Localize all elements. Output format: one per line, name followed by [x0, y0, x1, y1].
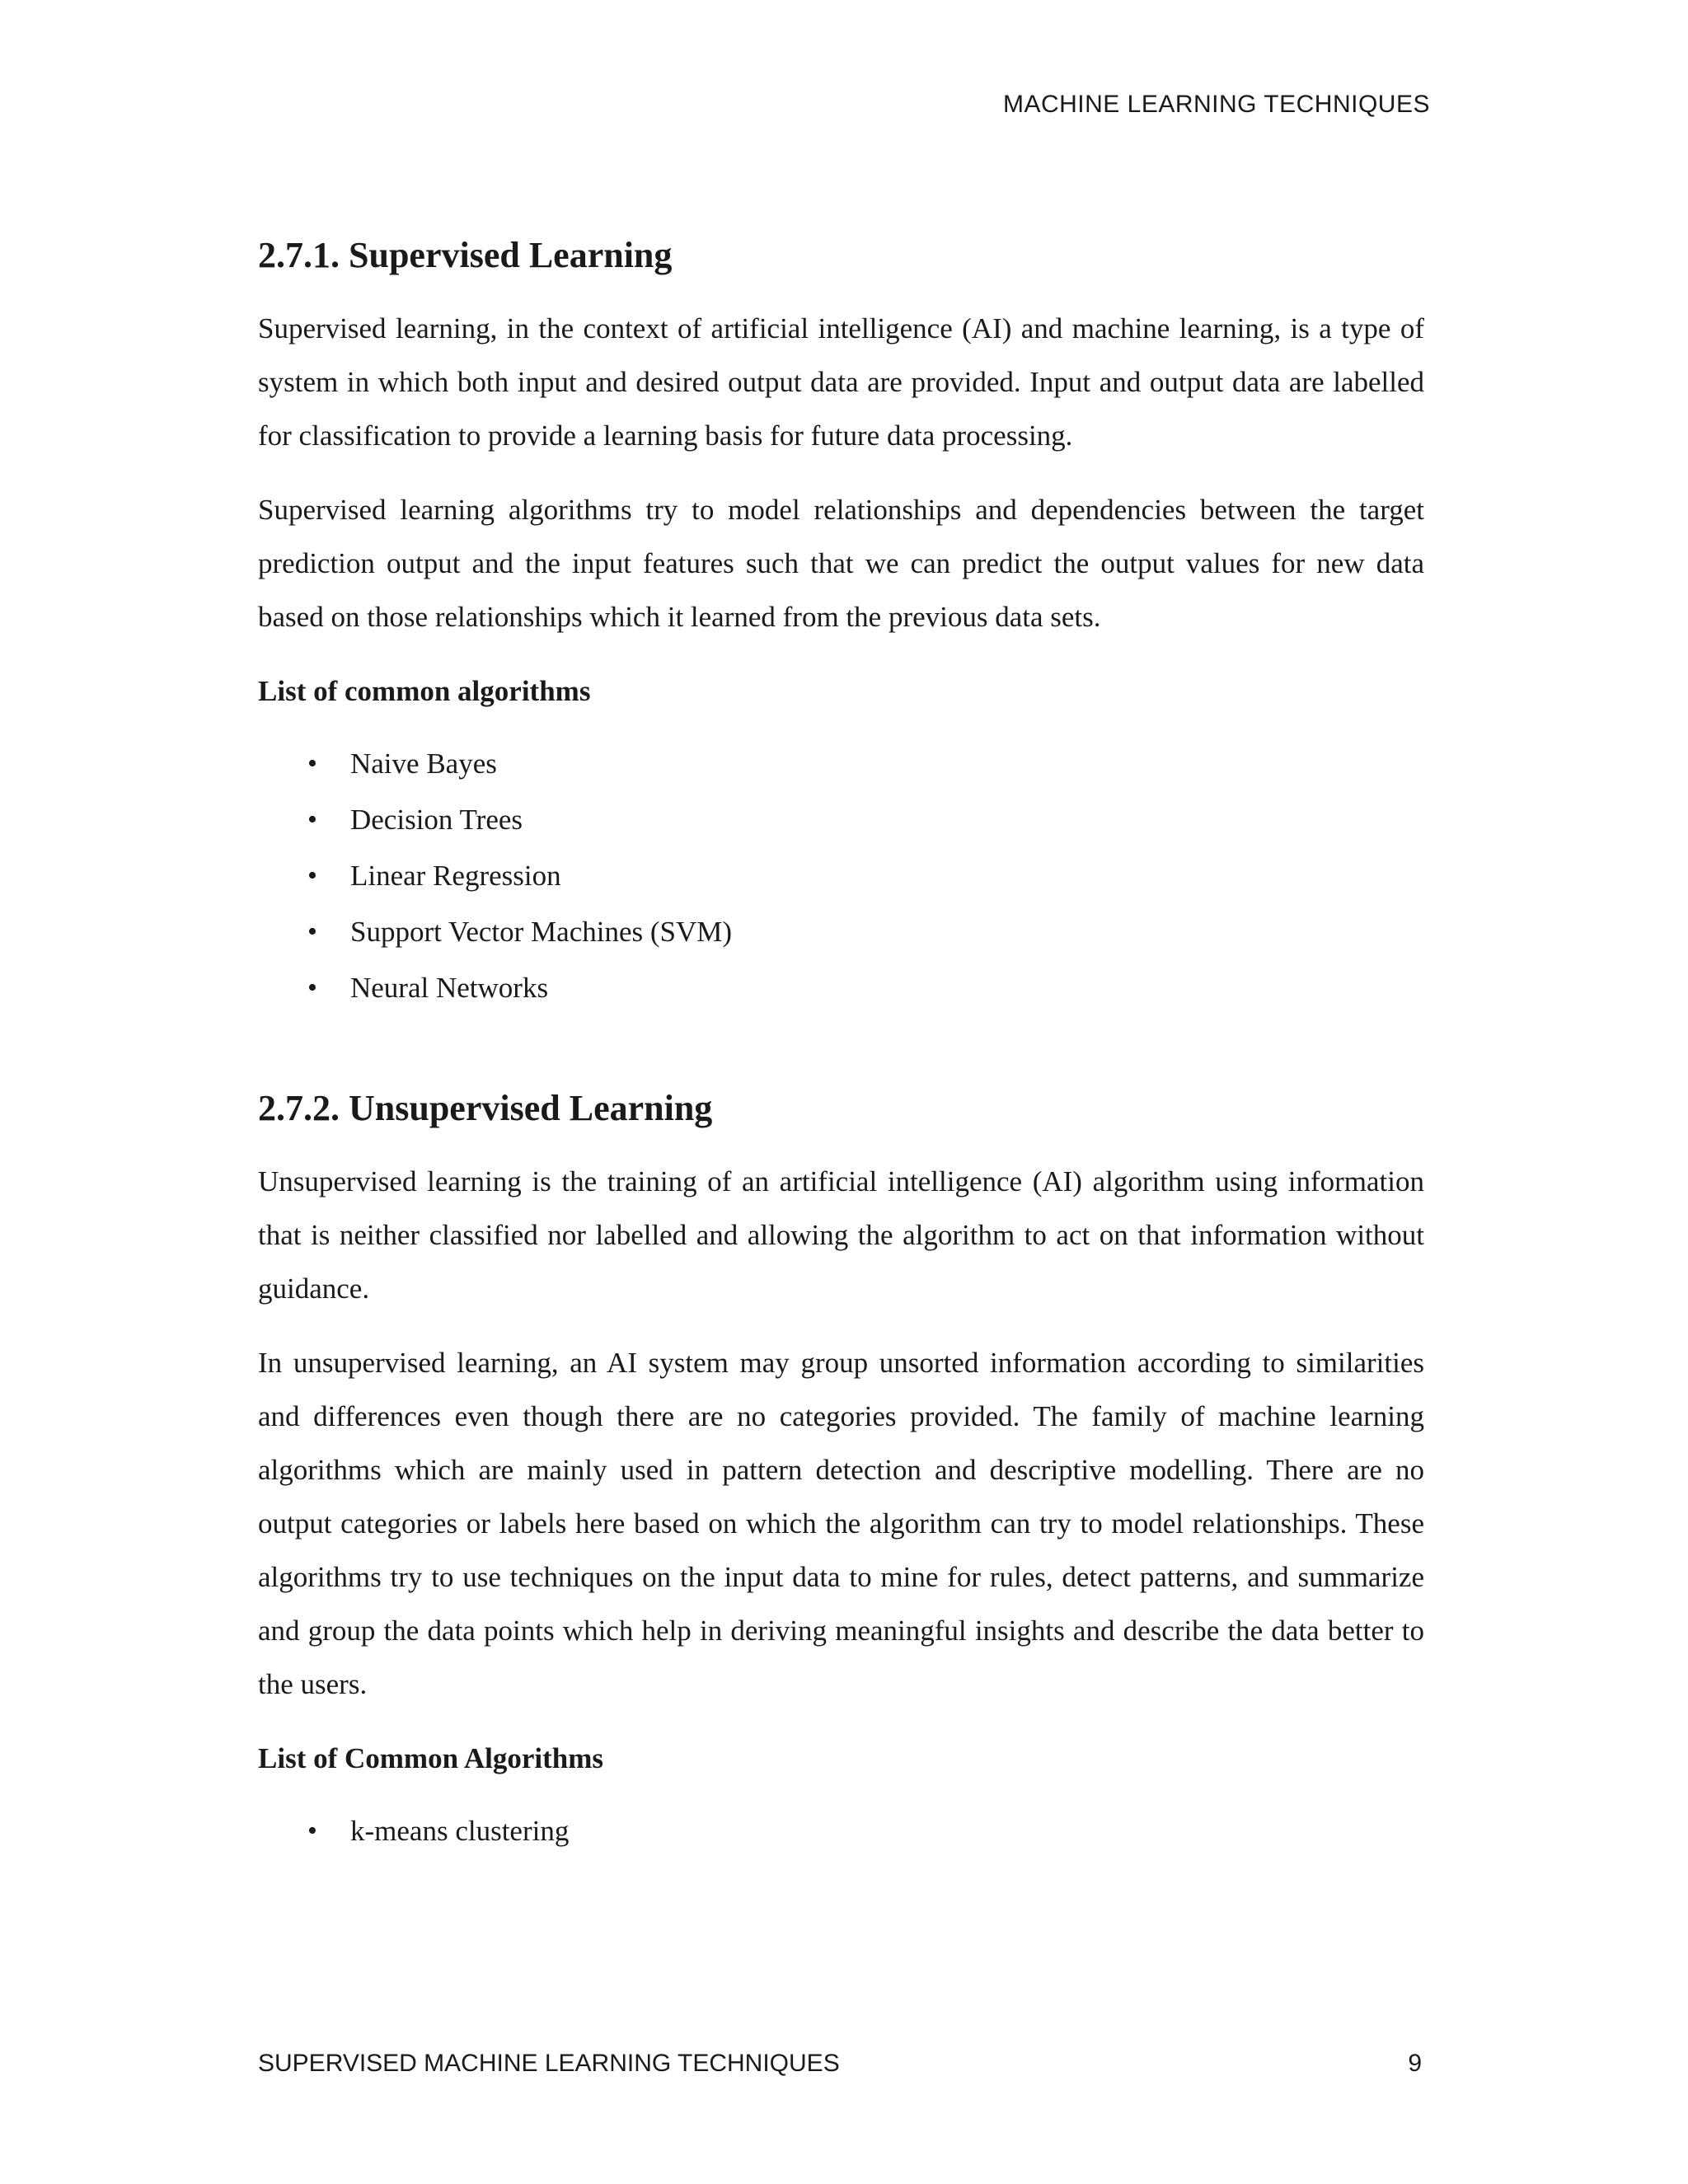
list-item-label: Support Vector Machines (SVM) [350, 916, 733, 948]
list-item-label: Linear Regression [350, 860, 561, 892]
algorithm-list [258, 1803, 1424, 1859]
list-title: List of common algorithms [258, 675, 591, 707]
running-header: MACHINE LEARNING TECHNIQUES [1002, 91, 1430, 118]
list-item [258, 792, 1424, 848]
list-item [258, 960, 1424, 1016]
section-heading: 2.7.2. Unsupervised Learning [258, 1088, 713, 1128]
section-heading: 2.7.1. Supervised Learning [258, 235, 673, 275]
list-item-label: k-means clustering [350, 1815, 570, 1847]
bullet-icon: • [307, 804, 317, 835]
list-item [258, 848, 1424, 904]
paragraph: Supervised learning, in the context of artificial intelligence (AI) and machine learning, is a type of system in which both input and desired output data are provided. Input and output data are labelled for classification to provide a learning basis for future data processing. [258, 312, 1424, 452]
paragraph: Unsupervised learning is the training of an artificial intelligence (AI) algorithm using information that is neither classified nor labelled and allowing the algorithm to act on that information without guidance. [258, 1165, 1424, 1305]
list-item-label: Naive Bayes [350, 748, 497, 780]
bullet-icon: • [307, 1816, 317, 1846]
section-unsupervised-learning [258, 1084, 1424, 1859]
bullet-icon: • [307, 916, 317, 947]
bullet-icon: • [307, 972, 317, 1003]
section-supervised-learning [258, 231, 1424, 1016]
bullet-icon: • [307, 860, 317, 891]
page-body [258, 231, 1424, 1859]
list-item [258, 904, 1424, 960]
page-number: 9 [1408, 2050, 1422, 2077]
list-item-label: Decision Trees [350, 804, 523, 836]
paragraph: Supervised learning algorithms try to model relationships and dependencies between the target prediction output and the input features such that we can predict the output values for new data based on those relationships which it learned from the previous data sets. [258, 494, 1424, 633]
list-item-label: Neural Networks [350, 972, 549, 1004]
algorithm-list [258, 736, 1424, 1016]
running-footer: SUPERVISED MACHINE LEARNING TECHNIQUES [258, 2050, 840, 2077]
list-item [258, 736, 1424, 792]
list-title: List of Common Algorithms [258, 1742, 604, 1774]
paragraph: In unsupervised learning, an AI system may group unsorted information according to similarities and differences even though there are no categories provided. The family of machine learning algorithms which are mainly used in pattern detection and descriptive modelling. There are no output categories or labels here based on which the algorithm can try to model relationships. These algorithms try to use techniques on the input data to mine for rules, detect patterns, and summarize and group the data points which help in deriving meaningful insights and describe the data better to the users. [258, 1347, 1424, 1700]
bullet-icon: • [307, 748, 317, 779]
list-item [258, 1803, 1424, 1859]
